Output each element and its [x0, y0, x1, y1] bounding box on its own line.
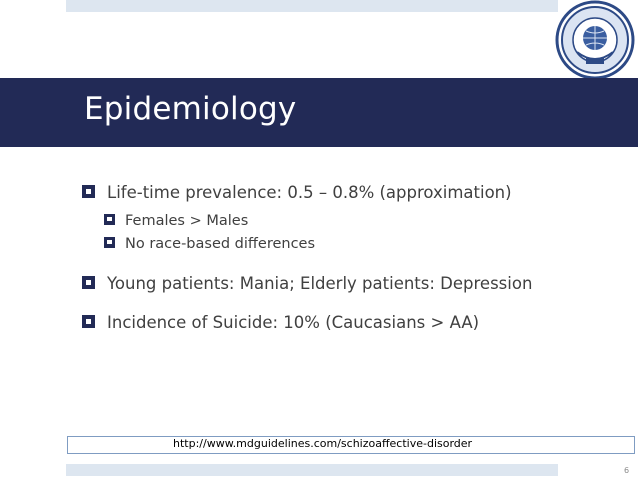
bullet-item	[82, 183, 512, 202]
sub-bullet-item	[104, 236, 315, 252]
square-bullet-icon	[104, 214, 115, 225]
top-accent-strip	[66, 0, 558, 12]
bullet-item	[82, 313, 479, 332]
square-bullet-icon	[82, 185, 95, 198]
sub-bullet-item	[104, 213, 248, 229]
square-bullet-icon	[82, 315, 95, 328]
bullet-text: Incidence of Suicide: 10% (Caucasians > AA)	[107, 313, 480, 332]
bullet-text: Young patients: Mania; Elderly patients: Depression	[107, 274, 533, 293]
square-bullet-icon	[82, 276, 95, 289]
slide-number: 6	[624, 466, 630, 475]
source-link[interactable]: http://www.mdguidelines.com/schizoaffective-disorder	[173, 437, 473, 450]
bottom-accent-strip	[66, 464, 558, 476]
sub-bullet-text: Females > Males	[125, 213, 249, 229]
slide-title: Epidemiology	[84, 91, 297, 127]
sub-bullet-text: No race-based differences	[125, 236, 316, 252]
seal-logo-icon	[553, 0, 637, 84]
bullet-item	[82, 274, 532, 293]
bullet-text: Life-time prevalence: 0.5 – 0.8% (approximation)	[107, 183, 512, 202]
square-bullet-icon	[104, 237, 115, 248]
